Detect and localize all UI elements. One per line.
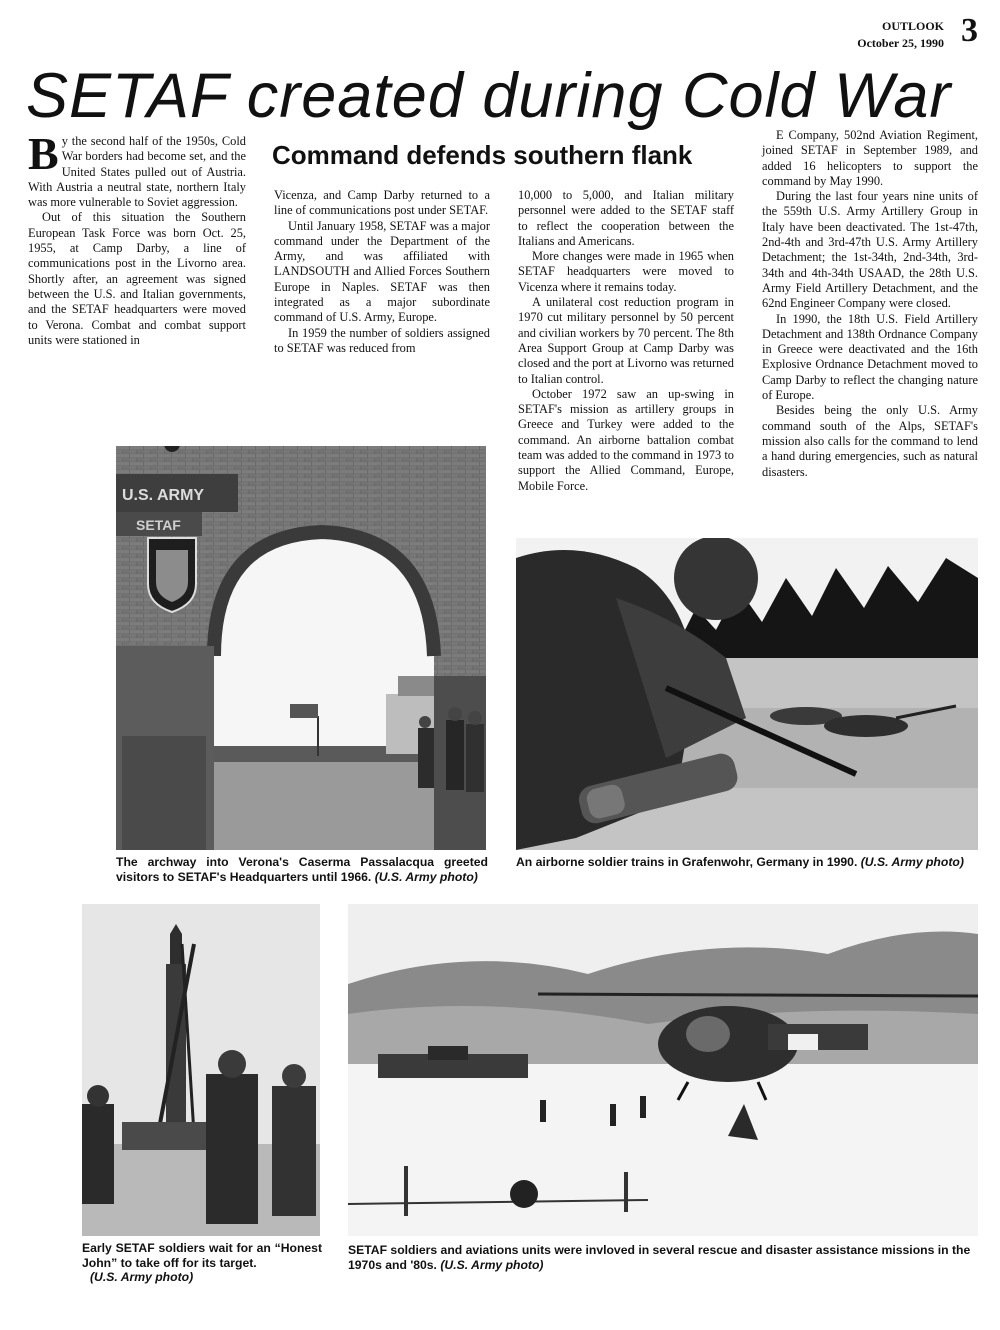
photo-credit: (U.S. Army photo) (440, 1257, 544, 1272)
article-subhead: Command defends southern flank (272, 140, 693, 170)
article-column-1 (28, 128, 246, 348)
paragraph: 10,000 to 5,000, and Italian military personnel were added to the SETAF staff to reflect the cooperation between the Italians and Americans. (518, 188, 734, 248)
publication-name: OUTLOOK (881, 19, 944, 33)
photo-credit: (U.S. Army photo) (90, 1270, 194, 1284)
paragraph: October 1972 saw an up-swing in SETAF's mission as artillery groups in Greece and Turkey were added to the command. An airborne battalion combat team was added to the command in 1973 to support the Allied Command, Europe, Mobile Force. (518, 386, 734, 493)
paragraph: A unilateral cost reduction program in 1970 cut military personnel by 50 percent and civilian workers by 70 percent. The 8th Area Support Group at Camp Darby was closed and the port at Livorno was returned to Italian control. (518, 295, 734, 386)
archway-photo (116, 446, 486, 850)
issue-date: October 25, 1990 (857, 36, 944, 50)
caption-text: SETAF soldiers and aviations units were invloved in several rescue and disaster assistance missions in the 1970s and '80s. (348, 1243, 971, 1272)
paragraph: During the last four years nine units of the 559th U.S. Army Artillery Group in Italy have been deactivated. The 1st-47th, 2nd-4th and 3rd-47th U.S. Army Artillery Detachment; the 1st-34th, 2nd-34th, 3rd-34th and 4th-34th USAAD, the 28th U.S. Army Field Artillery Detachment, and the 62nd Engineer Company were closed. (762, 189, 978, 311)
honest-john-rocket-photo (82, 904, 320, 1236)
photo-credit: (U.S. Army photo) (374, 869, 478, 884)
airborne-caption (516, 855, 978, 870)
page-number: 3 (961, 12, 978, 49)
archway-sign-text-2: SETAF (136, 517, 181, 533)
article-column-2 (274, 188, 490, 356)
paragraph: Out of this situation the Southern European Task Force was born Oct. 25, 1955, at Camp Darby, a line of communications post in the Livorno area. Shortly after, an agreement was signed between the U.S. and Italian governments, and the SETAF headquarters were moved to Verona. Combat and combat support units were stationed in (28, 210, 246, 347)
paragraph: Vicenza, and Camp Darby returned to a line of communications post under SETAF. (274, 188, 490, 218)
helicopter-rescue-photo (348, 904, 978, 1236)
paragraph: More changes were made in 1965 when SETAF headquarters were moved to Vicenza where it remains today. (518, 249, 734, 294)
archway-caption (116, 855, 488, 884)
article-column-4 (762, 128, 978, 480)
paragraph: Besides being the only U.S. Army command south of the Alps, SETAF's mission also calls for the command to lend a hand during emergencies, such as natural disasters. (762, 403, 978, 479)
helicopter-caption (348, 1243, 980, 1272)
article-column-3 (518, 188, 734, 494)
rocket-caption (82, 1241, 322, 1285)
masthead (857, 18, 944, 52)
paragraph: Until January 1958, SETAF was a major command under the Department of the Army, and was affiliated with LANDSOUTH and Allied Forces Southern Europe in Naples. SETAF was then integrated as a major subordinate command of U.S. Army, Europe. (274, 218, 490, 325)
page-headline: SETAF created during Cold War (26, 61, 952, 131)
paragraph: In 1990, the 18th U.S. Field Artillery Detachment and 138th Ordnance Company in Greece were deactivated and the 16th Explosive Ordnance Detachment moved to Camp Darby to reflect the changing nature of Europe. (762, 311, 978, 403)
photo-credit: (U.S. Army photo) (860, 855, 964, 869)
caption-text: Early SETAF soldiers wait for an “Honest John” to take off for its target. (82, 1241, 322, 1270)
drop-cap: B (28, 128, 59, 179)
caption-text: An airborne soldier trains in Grafenwohr, Germany in 1990. (516, 855, 858, 869)
paragraph: E Company, 502nd Aviation Regiment, joined SETAF in September 1989, and added 16 helicopters to support the command by May 1990. (762, 128, 978, 188)
archway-sign-text: U.S. ARMY (122, 487, 205, 504)
paragraph: In 1959 the number of soldiers assigned to SETAF was reduced from (274, 325, 490, 355)
paragraph: y the second half of the 1950s, Cold War borders had become set, and the United States pulled out of Austria. With Austria a neutral state, northern Italy was more vulnerable to Soviet aggression. (28, 134, 246, 210)
airborne-soldier-photo (516, 538, 978, 850)
caption-text: The archway into Verona's Caserma Passalacqua greeted visitors to SETAF's Headquarters until 1966. (116, 855, 488, 884)
